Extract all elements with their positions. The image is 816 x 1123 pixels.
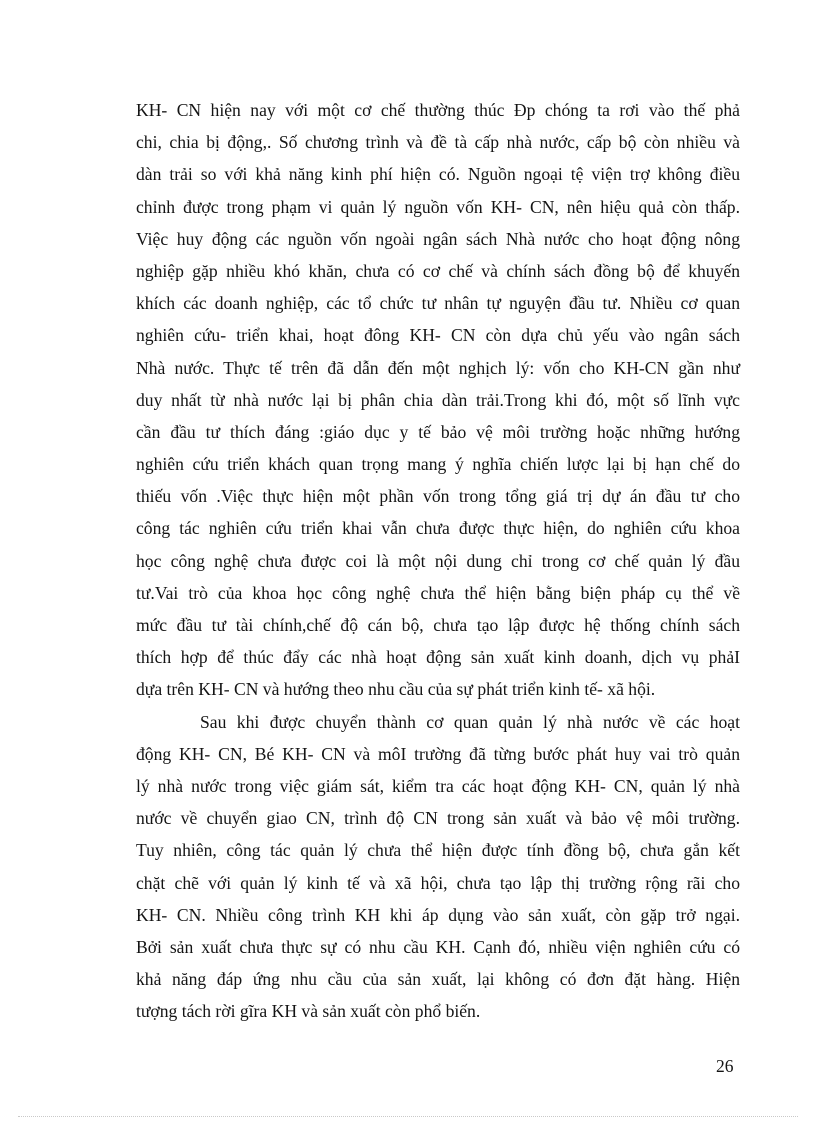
text-line: khả năng đáp ứng nhu cầu của sản xuất, lại không có đơn đặt hàng. Hiện	[136, 969, 740, 990]
text-line: cần đầu tư thích đáng :giáo dục y tế bảo vệ môi trường hoặc những hướng	[136, 421, 740, 442]
text-line: nghiên cứu triển khách quan trọng mang ý nghĩa chiến lược lại bị hạn chế do	[136, 454, 740, 475]
text-line: tư.Vai trò của khoa học công nghệ chưa thể hiện bằng biện pháp cụ thể về	[136, 582, 740, 603]
text-line: duy nhất từ nhà nước lại bị phân chia dàn trải.Trong khi đó, một số lĩnh vực	[136, 389, 740, 410]
text-line: thích hợp để thúc đẩy các nhà hoạt động sản xuất kinh doanh, dịch vụ phảI	[136, 647, 740, 668]
text-line: lý nhà nước trong việc giám sát, kiểm tra các hoạt động KH- CN, quản lý nhà	[136, 775, 740, 796]
text-line: nghiên cứu- triển khai, hoạt đông KH- CN còn dựa chủ yếu vào ngân sách	[136, 325, 740, 346]
text-line: chỉnh được trong phạm vi quản lý nguồn vốn KH- CN, nên hiệu quả còn thấp.	[136, 196, 740, 217]
text-line: Nhà nước. Thực tế trên đã dẫn đến một nghịch lý: vốn cho KH-CN gần như	[136, 357, 740, 378]
text-line: Bởi sản xuất chưa thực sự có nhu cầu KH. Cạnh đó, nhiều viện nghiên cứu có	[136, 936, 740, 957]
text-line: Tuy nhiên, công tác quản lý chưa thể hiện được tính đồng bộ, chưa gắn kết	[136, 840, 740, 861]
text-line: KH- CN hiện nay với một cơ chế thường thúc Đp chóng ta rơi vào thế phả	[136, 100, 740, 120]
text-line: Việc huy động các nguồn vốn ngoài ngân sách Nhà nước cho hoạt động nông	[136, 228, 740, 249]
text-line: chi, chia bị động,. Số chương trình và đề tà cấp nhà nước, cấp bộ còn nhiều và	[136, 132, 740, 153]
text-line: Sau khi được chuyển thành cơ quan quản lý nhà nước về các hoạt	[200, 711, 740, 732]
body-text	[136, 94, 740, 1027]
text-line: khích các doanh nghiệp, các tổ chức tư nhân tự nguyện đầu tư. Nhiều cơ quan	[136, 293, 740, 314]
text-line: học công nghệ chưa được coi là một nội dung chỉ trong cơ chế quản lý đầu	[136, 550, 740, 571]
text-line: KH- CN. Nhiều công trình KH khi áp dụng vào sản xuất, còn gặp trở ngại.	[136, 904, 740, 925]
text-line: mức đầu tư tài chính,chế độ cán bộ, chưa tạo lập được hệ thống chính sách	[136, 615, 740, 635]
text-line: dàn trải so với khả năng kinh phí hiện có. Nguồn ngoại tệ viện trợ không điều	[136, 164, 740, 185]
text-line: nước về chuyển giao CN, trình độ CN trong sản xuất và bảo vệ môi trường.	[136, 808, 740, 829]
text-line: chặt chẽ với quản lý kinh tế và xã hội, chưa tạo lập thị trường rộng rãi cho	[136, 872, 740, 893]
text-line: nghiệp gặp nhiều khó khăn, chưa có cơ chế và chính sách đồng bộ để khuyến	[136, 260, 740, 281]
text-line: thiếu vốn .Việc thực hiện một phần vốn trong tổng giá trị dự án đầu tư cho	[136, 486, 740, 507]
text-line: động KH- CN, Bé KH- CN và môI trường đã từng bước phát huy vai trò quản	[136, 743, 740, 764]
page-number: 26	[716, 1056, 734, 1076]
text-line: tượng tách rời gĩra KH và sản xuất còn phổ biến.	[136, 1001, 481, 1022]
text-line: công tác nghiên cứu triển khai vẫn chưa được thực hiện, do nghiên cứu khoa	[136, 518, 740, 539]
text-line: dựa trên KH- CN và hướng theo nhu cầu của sự phát triển kinh tế- xã hội.	[136, 679, 656, 700]
page-bottom-border	[18, 1116, 798, 1117]
